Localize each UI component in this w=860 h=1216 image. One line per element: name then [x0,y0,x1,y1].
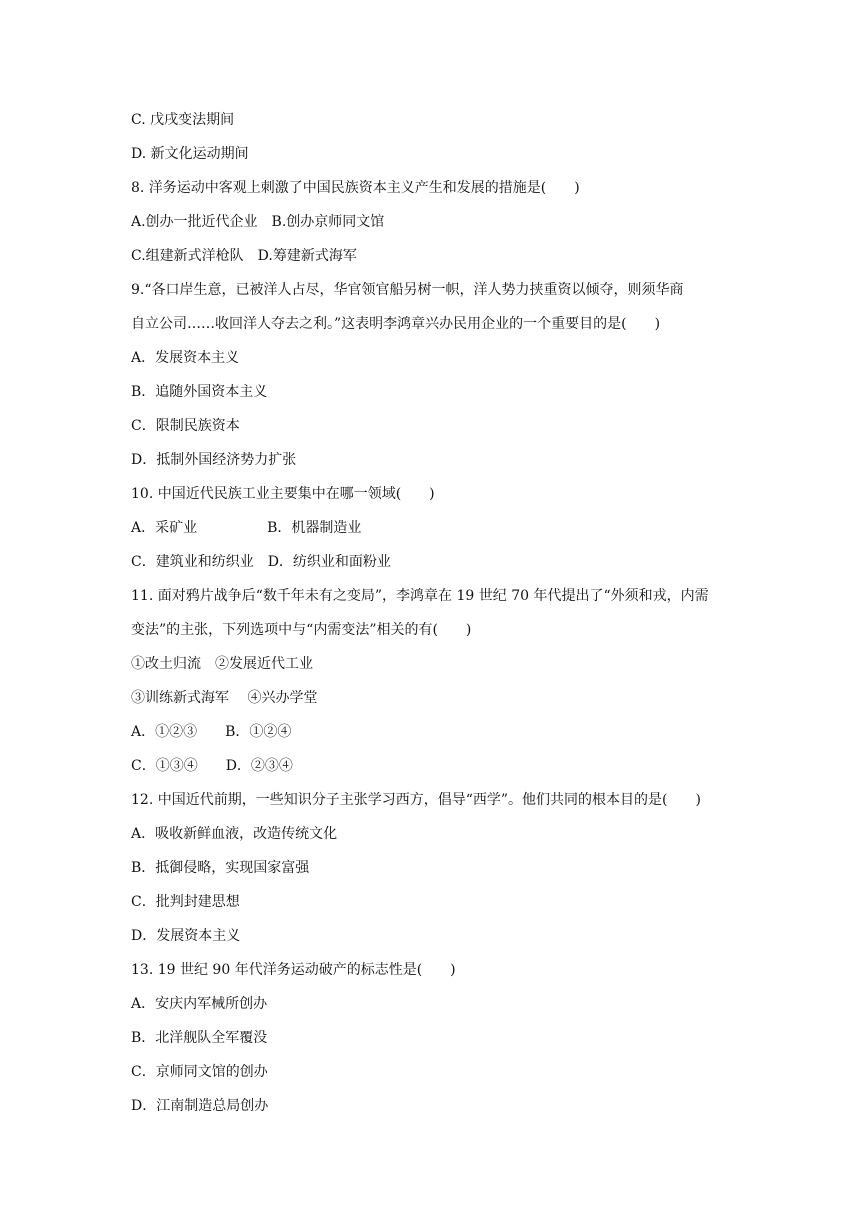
option-9c: C．限制民族资本 [131,418,240,434]
options-8-ab: A.创办一批近代企业 B.创办京师同文馆 [131,214,385,230]
option-12c: C．批判封建思想 [131,894,240,910]
question-10: 10. 中国近代民族工业主要集中在哪一领域( ) [131,486,435,502]
option-7d: D. 新文化运动期间 [131,146,249,162]
question-13: 13. 19 世纪 90 年代洋务运动破产的标志性是( ) [131,962,456,978]
option-12b: B．抵御侵略，实现国家富强 [131,860,310,876]
question-8: 8. 洋务运动中客观上刺激了中国民族资本主义产生和发展的措施是( ) [131,180,580,196]
option-13b: B．北洋舰队全军覆没 [131,1030,268,1046]
option-7c: C. 戊戌变法期间 [131,112,235,128]
items-11-a: ①改土归流 ②发展近代工业 [131,656,313,672]
options-8-cd: C.组建新式洋枪队 D.筹建新式海军 [131,248,357,264]
options-10-ab: A．采矿业 B．机器制造业 [131,520,362,536]
question-11-line-2: 变法”的主张，下列选项中与“内需变法”相关的有( ) [131,622,472,638]
question-9-line-1: 9.“各口岸生意，已被洋人占尽，华官领官船另树一帜，洋人势力挟重资以倾夺，则须华商 [131,282,684,298]
question-12: 12. 中国近代前期，一些知识分子主张学习西方，倡导“西学”。他们共同的根本目的是( ) [131,792,701,808]
option-13c: C．京师同文馆的创办 [131,1064,268,1080]
option-12d: D．发展资本主义 [131,928,241,944]
option-12a: A．吸收新鲜血液，改造传统文化 [131,826,338,842]
options-10-cd: C．建筑业和纺织业 D．纺织业和面粉业 [131,554,391,570]
options-11-ab: A．①②③ B．①②④ [131,724,292,740]
items-11-b: ③训练新式海军 ④兴办学堂 [131,690,318,706]
option-9a: A．发展资本主义 [131,350,240,366]
options-11-cd: C．①③④ D．②③④ [131,758,293,774]
option-9d: D．抵制外国经济势力扩张 [131,452,297,468]
option-13d: D．江南制造总局创办 [131,1098,269,1114]
option-9b: B．追随外国资本主义 [131,384,268,400]
option-13a: A．安庆内军械所创办 [131,996,268,1012]
question-9-line-2: 自立公司……收回洋人夺去之利。”这表明李鸿章兴办民用企业的一个重要目的是( ) [131,316,661,332]
question-11-line-1: 11. 面对鸦片战争后“数千年未有之变局”，李鸿章在 19 世纪 70 年代提出了“外须和戎，内需 [131,588,709,604]
